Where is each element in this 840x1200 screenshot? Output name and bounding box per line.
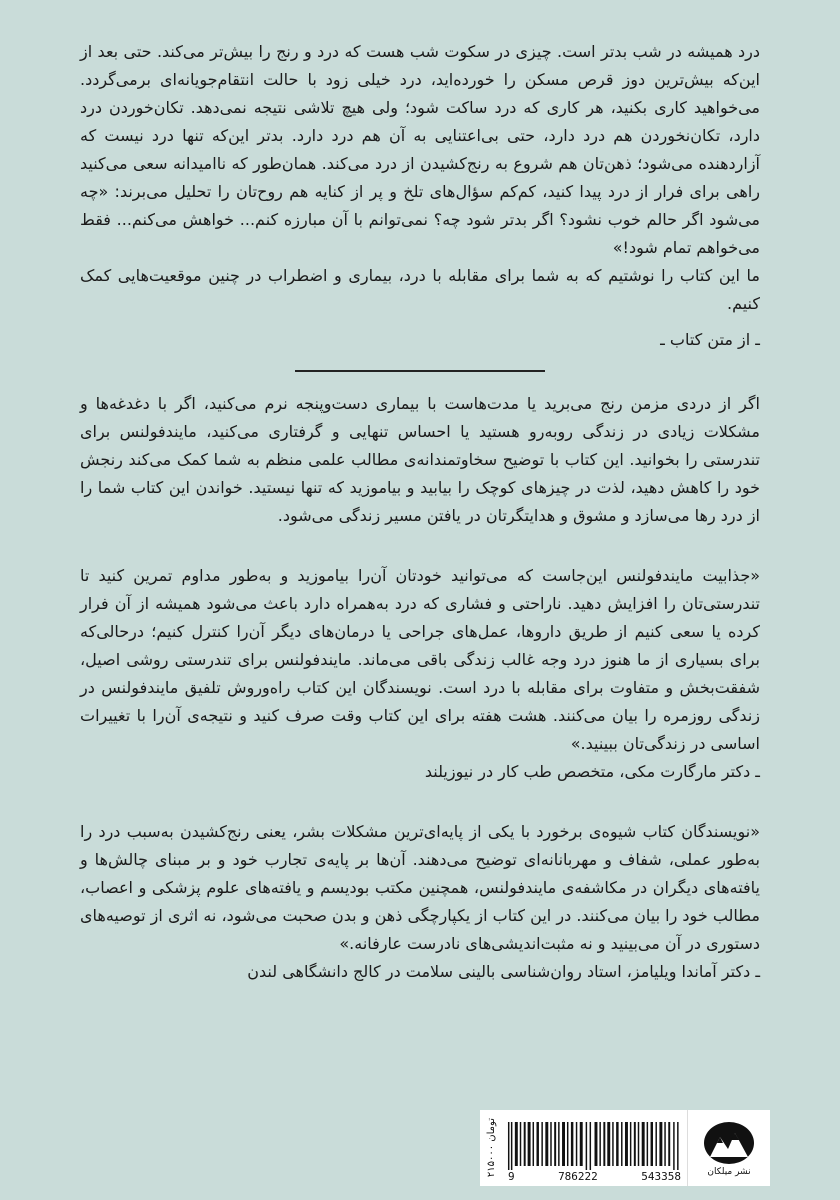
barcode-group-1: 786222 (558, 1170, 598, 1183)
book-summary (80, 390, 760, 530)
summary-paragraph: اگر از دردی مزمن رنج می‌برید یا مدت‌هاست با بیماری دست‌وپنجه نرم می‌کنید، اگر با دغدغه‌ها و مشکلات زیادی در زندگی روبه‌رو هستید یا احساس تنهایی و گرفتاری می‌کنید، مایندفولنس برای تندرستی را بخوانید. این کتاب با توضیح سخاوتمندانه‌ی مطالب علمی منظم به شما کمک می‌کند رنجش خود را کاهش دهید، لذت در چیزهای کوچک را بیابید و بیاموزید که تنها نیستید. خواندن این کتاب شما را از درد رها می‌سازد و مشوق و هدایتگرتان در یافتن مسیر زندگی می‌شود. (80, 394, 760, 525)
endorsement-attribution: ـ دکتر آماندا ویلیامز، استاد روان‌شناسی بالینی سلامت در کالج دانشگاهی لندن (247, 962, 760, 981)
publisher-name: نشر میلکان (707, 1166, 751, 1177)
section-divider (295, 370, 545, 372)
mountains-icon (702, 1119, 756, 1165)
barcode-digits (506, 1170, 683, 1183)
publisher-logo (687, 1110, 770, 1186)
endorsement-attribution: ـ دکتر مارگارت مکی، متخصص طب کار در نیوزیلند (424, 762, 760, 781)
barcode-lead-digit: 9 (508, 1170, 515, 1183)
endorsement-text: «نویسندگان کتاب شیوه‌ی برخورد با یکی از پایه‌ای‌ترین مشکلات بشر، یعنی رنج‌کشیدن به‌سبب درد را به‌طور عملی، شفاف و مهربانانه‌ای توضیح می‌دهند. آن‌ها بر پایه‌ی تجارب خود و بر مبنای چالش‌ها و یافته‌های دیگران در مکاشفه‌ی مایندفولنس، همچنین مکتب بودیسم و یافته‌های علوم پزشکی و اعصاب، مطالب خود را بیان می‌کنند. در این کتاب از یکپارچگی ذهن و بدن صحبت می‌شود، نه اثری از توصیه‌های دستوری در آن می‌بینید و نه مثبت‌اندیشی‌های نادرست عارفانه.» (80, 822, 760, 953)
endorsement-text: «جذابیت مایندفولنس این‌جاست که می‌توانید خودتان آن‌را بیاموزید و به‌طور مداوم تمرین کنید تا تندرستی‌تان را افزایش دهید. ناراحتی و فشاری که درد به‌همراه دارد باعث می‌شود همیشه از آن فرار کرده یا سعی کنیم از طریق داروها، عمل‌های جراحی یا درمان‌های دیگر آن‌را کنترل کنیم؛ درحالی‌که برای بسیاری از ما هنوز درد وجه غالب زندگی باقی می‌ماند. مایندفولنس برای تندرستی روشی اصیل، شفقت‌بخش و متفاوت برای مقابله با درد است. نویسندگان این کتاب راه‌وروش تلفیق مایندفولنس در زندگی روزمره را بیان می‌کنند. هشت هفته برای این کتاب وقت صرف کنید و نتیجه‌ی آن‌را با تغییرات اساسی در زندگی‌تان ببینید.» (80, 566, 760, 753)
price-label: ۲۱۵۰۰۰ تومان (485, 1118, 497, 1178)
excerpt-source: ـ از متن کتاب ـ (660, 330, 760, 349)
book-excerpt (80, 38, 760, 354)
isbn-barcode (502, 1110, 687, 1186)
back-cover-text (80, 38, 760, 986)
excerpt-closing-paragraph: ما این کتاب را نوشتیم که به شما برای مقابله با درد، بیماری و اضطراب در چنین موقعیت‌هایی کمک کنیم. (80, 266, 760, 313)
endorsement-1 (80, 562, 760, 786)
barcode-bars (506, 1122, 683, 1170)
endorsement-2 (80, 818, 760, 986)
price-label-container (480, 1110, 502, 1186)
barcode-group-2: 543358 (641, 1170, 681, 1183)
cover-footer (480, 1110, 770, 1186)
excerpt-paragraph: درد همیشه در شب بدتر است. چیزی در سکوت شب هست که درد و رنج را بیش‌تر می‌کند. حتی بعد از این‌که بیش‌ترین دوز قرص مسکن را خورده‌اید، درد خیلی زود با حالت انتقام‌جویانه‌ای برمی‌گردد. می‌خواهید کاری بکنید، هر کاری که درد ساکت شود؛ ولی هیچ تلاشی نتیجه نمی‌دهد. تکان‌خوردن درد دارد، تکان‌نخوردن هم درد دارد، حتی بی‌اعتنایی به آن هم درد دارد. بدتر این‌که تنها درد نیست که آزاردهنده می‌شود؛ ذهن‌تان هم شروع به رنج‌کشیدن از درد می‌کند. همان‌طور که ناامیدانه سعی می‌کنید راهی برای فرار از درد پیدا کنید، کم‌کم سؤال‌های تلخ و پر از کنایه هم روح‌تان را تحلیل می‌برند: «چه می‌شود اگر حالم خوب نشود؟ اگر بدتر شود چه؟ نمی‌توانم با آن مبارزه کنم... خواهش می‌کنم... فقط می‌خواهم تمام شود!» (80, 42, 760, 257)
